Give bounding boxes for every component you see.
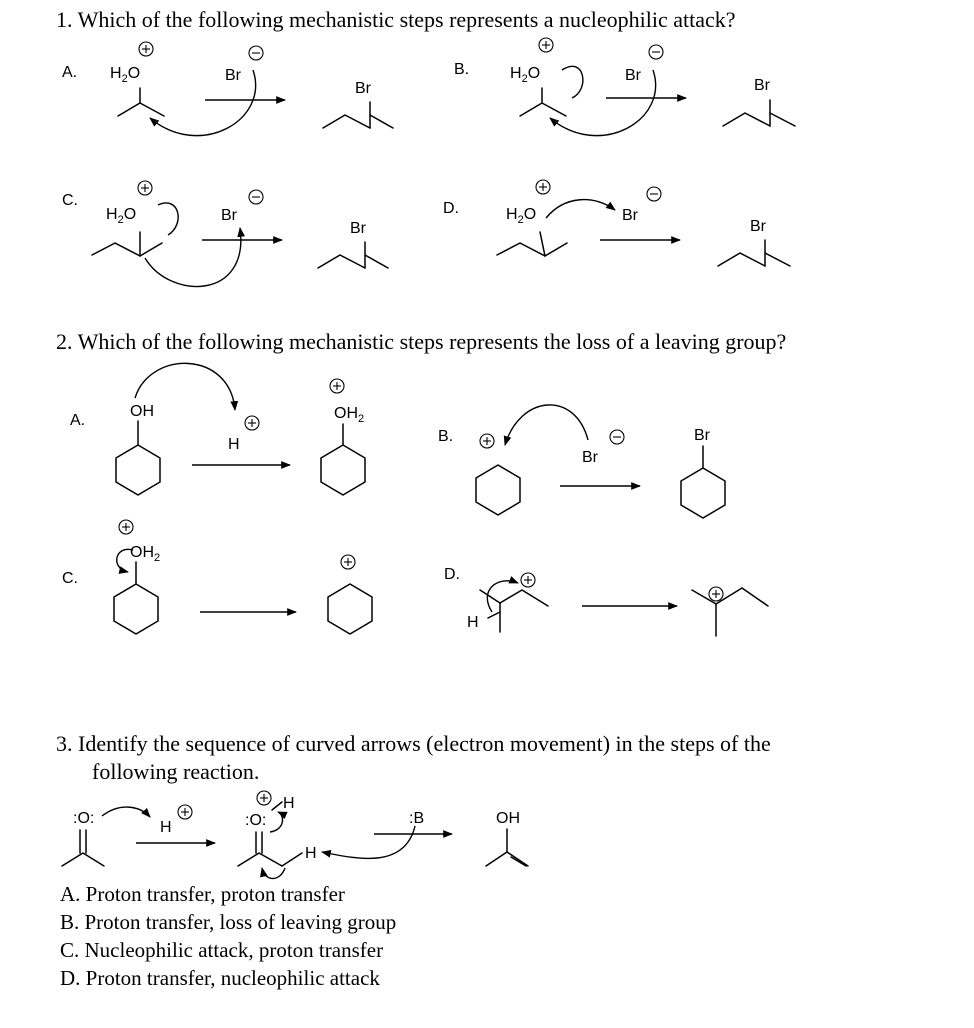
water-molecule: $H_2O$ — [106, 206, 137, 226]
curved-arrow-icon — [546, 200, 615, 218]
bromide-ion: Br — [582, 449, 598, 466]
positive-charge-icon — [245, 416, 259, 430]
cyclohexane-ring — [681, 468, 725, 518]
positive-charge-icon — [536, 180, 550, 194]
o-h-bond — [272, 802, 282, 810]
option-letter-d: D. — [443, 200, 459, 217]
positive-charge-icon — [341, 555, 355, 569]
answer-choice-c[interactable]: C. Nucleophilic attack, proton transfer — [60, 938, 384, 962]
positive-charge-icon — [521, 573, 535, 587]
water-molecule: $H_2O$ — [110, 65, 141, 85]
q3-reaction — [62, 791, 528, 879]
q2-option-d[interactable] — [444, 566, 768, 636]
option-letter-c: C. — [62, 570, 78, 587]
option-letter-b: B. — [438, 428, 454, 445]
curved-arrow-icon — [145, 228, 241, 286]
q2-option-b[interactable] — [438, 405, 725, 518]
q1-option-b[interactable] — [454, 38, 795, 136]
curved-arrow-icon — [270, 812, 283, 832]
curved-arrow-icon — [158, 203, 178, 235]
positive-charge-icon — [119, 520, 133, 534]
negative-charge-icon — [649, 45, 663, 59]
oxonium-group: $OH_2$ — [130, 544, 161, 564]
proton: H — [467, 614, 479, 631]
product-carbon-chain — [318, 255, 365, 268]
question-1: 1. Which of the following mechanistic steps represents a nucleophilic attack? — [56, 7, 736, 32]
cyclohexane-ring — [116, 445, 160, 495]
option-letter-a: A. — [62, 64, 78, 81]
product-carbon-chain-2 — [742, 588, 768, 606]
acetone-skeleton — [62, 853, 104, 866]
water-molecule: $H_2O$ — [506, 206, 537, 226]
carbon-chain — [520, 103, 566, 116]
curved-arrow-icon — [262, 868, 285, 879]
curved-arrow-icon — [322, 826, 415, 858]
option-letter-b: B. — [454, 61, 470, 78]
positive-charge-icon — [139, 42, 153, 56]
carbon-chain-2 — [522, 590, 548, 606]
oxonium-skeleton — [238, 853, 282, 866]
q2-option-c[interactable] — [62, 520, 372, 634]
positive-charge-icon — [330, 379, 344, 393]
positive-charge-icon — [480, 434, 494, 448]
bromide-ion: Br — [225, 67, 241, 84]
enol-double-bond — [511, 857, 526, 866]
product-bromide: Br — [355, 80, 371, 97]
cyclohexane-ring — [476, 465, 520, 515]
q1-option-a[interactable] — [62, 42, 393, 136]
product-bromide: Br — [350, 220, 366, 237]
q1-option-c[interactable] — [62, 181, 388, 286]
negative-charge-icon — [249, 46, 263, 60]
negative-charge-icon — [647, 187, 661, 201]
answer-choice-d[interactable]: D. Proton transfer, nucleophilic attack — [60, 966, 380, 990]
positive-charge-icon — [709, 587, 723, 601]
product-carbon-branch-2 — [765, 253, 790, 266]
negative-charge-icon — [610, 430, 624, 444]
product-carbon-chain — [323, 115, 370, 128]
q1-option-d[interactable] — [443, 180, 790, 266]
curved-arrow-icon — [505, 405, 588, 445]
q2-option-a[interactable] — [70, 363, 365, 495]
bound-hydrogen: H — [283, 795, 295, 812]
question-3-line-2: following reaction. — [92, 759, 260, 784]
carbon-chain — [497, 243, 545, 256]
positive-charge-icon — [138, 181, 152, 195]
c-h-bond — [488, 612, 500, 618]
carbon-chain — [118, 103, 164, 116]
base: :B — [409, 810, 425, 827]
product-carbon-chain — [723, 113, 770, 126]
answer-choice-a[interactable]: A. Proton transfer, proton transfer — [60, 882, 345, 906]
carbocation-ring — [328, 584, 372, 634]
cyclohexane-ring — [114, 584, 158, 634]
proton: H — [160, 819, 172, 836]
product-bromide: Br — [694, 427, 710, 444]
curved-arrow-icon — [487, 581, 518, 612]
enol-hydroxyl: OH — [496, 810, 520, 827]
product-carbon-branch-2 — [370, 115, 393, 128]
positive-charge-icon — [539, 38, 553, 52]
cyclohexane-ring — [321, 445, 365, 495]
bromide-ion: Br — [622, 207, 638, 224]
bromide-ion: Br — [625, 67, 641, 84]
product-bromide: Br — [750, 218, 766, 235]
positive-charge-icon — [257, 791, 271, 805]
carbon-chain — [92, 243, 140, 256]
option-letter-a: A. — [70, 412, 86, 429]
alpha-hydrogen: H — [305, 845, 317, 862]
bromide-ion: Br — [221, 207, 237, 224]
curved-arrow-icon — [562, 66, 583, 98]
carbon-chain — [480, 590, 522, 603]
option-letter-d: D. — [444, 566, 460, 583]
water-molecule: $H_2O$ — [510, 65, 541, 85]
protonated-oxygen: :O: — [245, 812, 267, 829]
proton: H — [228, 436, 240, 453]
carbon-branch — [540, 232, 545, 256]
carbon-chain-2 — [545, 243, 567, 256]
negative-charge-icon — [249, 190, 263, 204]
curved-arrow-icon — [102, 807, 150, 817]
carbon-chain-2 — [140, 243, 162, 256]
carbonyl-oxygen: :O: — [73, 810, 95, 827]
oxonium-group: $OH_2$ — [334, 405, 365, 425]
answer-choice-b[interactable]: B. Proton transfer, loss of leaving group — [60, 910, 397, 934]
c-h-bond — [282, 853, 302, 866]
hydroxyl-group: OH — [130, 403, 154, 420]
question-2: 2. Which of the following mechanistic steps represents the loss of a leaving group? — [56, 329, 787, 354]
question-3-line-1: 3. Identify the sequence of curved arrows (electron movement) in the steps of the — [56, 731, 771, 756]
product-carbon-chain — [718, 253, 765, 266]
positive-charge-icon — [178, 805, 192, 819]
product-carbon-branch-2 — [770, 113, 795, 126]
product-bromide: Br — [754, 77, 770, 94]
option-letter-c: C. — [62, 192, 78, 209]
product-carbon-branch-2 — [365, 255, 388, 268]
